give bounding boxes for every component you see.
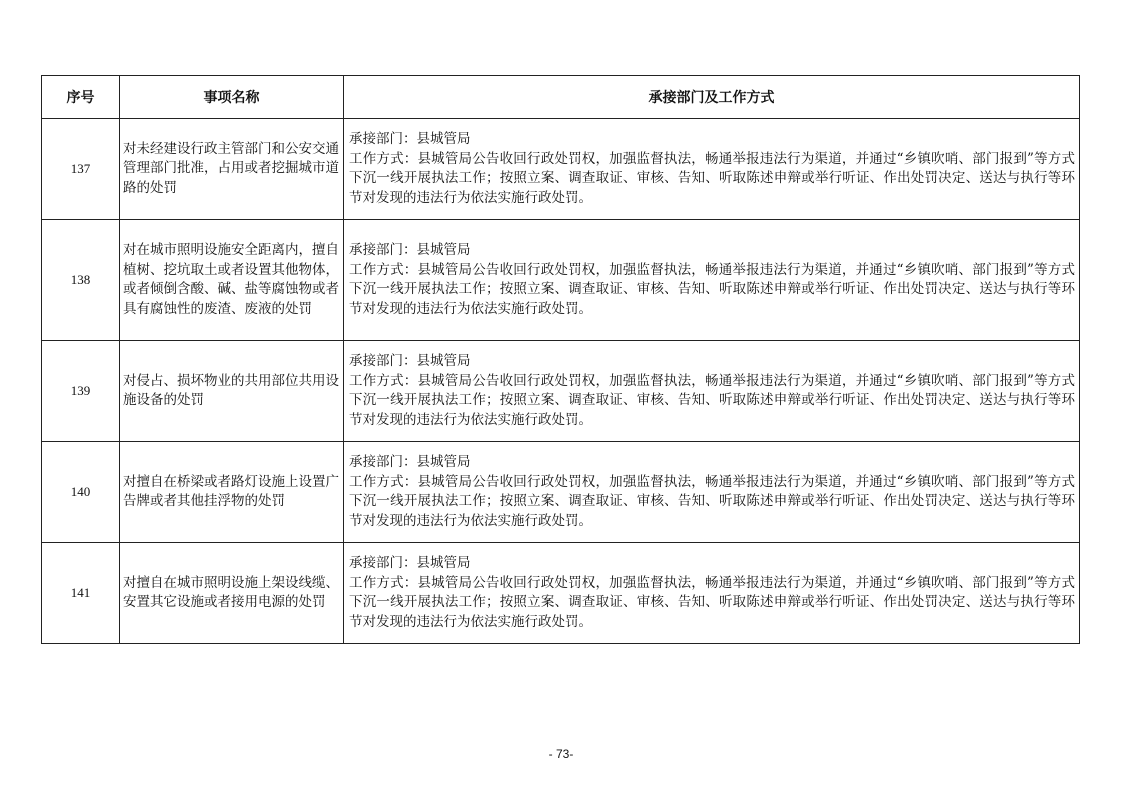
department-text: 承接部门：县城管局: [349, 131, 471, 147]
department-method-cell: [344, 543, 1080, 644]
department-method-cell: [344, 119, 1080, 220]
table-row: [42, 442, 1080, 543]
department-method-cell: [344, 220, 1080, 341]
department-text: 承接部门：县城管局: [349, 555, 471, 571]
header-serial-number: 序号: [42, 76, 120, 119]
header-department-method: 承接部门及工作方式: [344, 76, 1080, 119]
department-text: 承接部门：县城管局: [349, 454, 471, 470]
table-header-row: [42, 76, 1080, 119]
work-method-text: 工作方式：县城管局公告收回行政处罚权，加强监督执法，畅通举报违法行为渠道，并通过“乡镇吹哨、部门报到”等方式下沉一线开展执法工作；按照立案、调查取证、审核、告知、听取陈述申辩或举行听证、作出处罚决定、送达与执行等环节对发现的违法行为依法实施行政处罚。: [349, 150, 1075, 206]
items-table: [41, 75, 1080, 644]
item-name-cell: 对在城市照明设施安全距离内，擅自植树、挖坑取土或者设置其他物体，或者倾倒含酸、碱、盐等腐蚀物或者具有腐蚀性的废渣、废液的处罚: [120, 220, 344, 341]
work-method-text: 工作方式：县城管局公告收回行政处罚权，加强监督执法，畅通举报违法行为渠道，并通过“乡镇吹哨、部门报到”等方式下沉一线开展执法工作；按照立案、调查取证、审核、告知、听取陈述申辩或举行听证、作出处罚决定、送达与执行等环节对发现的违法行为依法实施行政处罚。: [349, 261, 1075, 317]
department-method-cell: [344, 341, 1080, 442]
table-row: [42, 543, 1080, 644]
item-name-cell: 对擅自在桥梁或者路灯设施上设置广告牌或者其他挂浮物的处罚: [120, 442, 344, 543]
department-text: 承接部门：县城管局: [349, 353, 471, 369]
department-method-cell: [344, 442, 1080, 543]
serial-number-cell: 138: [42, 220, 120, 341]
table-row: [42, 220, 1080, 341]
serial-number-cell: 139: [42, 341, 120, 442]
header-item-name: 事项名称: [120, 76, 344, 119]
page-number: - 73-: [548, 747, 574, 761]
item-name-cell: 对擅自在城市照明设施上架设线缆、安置其它设施或者接用电源的处罚: [120, 543, 344, 644]
serial-number-cell: 140: [42, 442, 120, 543]
work-method-text: 工作方式：县城管局公告收回行政处罚权，加强监督执法，畅通举报违法行为渠道，并通过“乡镇吹哨、部门报到”等方式下沉一线开展执法工作；按照立案、调查取证、审核、告知、听取陈述申辩或举行听证、作出处罚决定、送达与执行等环节对发现的违法行为依法实施行政处罚。: [349, 372, 1075, 428]
table-row: [42, 119, 1080, 220]
item-name-cell: 对侵占、损坏物业的共用部位共用设施设备的处罚: [120, 341, 344, 442]
work-method-text: 工作方式：县城管局公告收回行政处罚权，加强监督执法，畅通举报违法行为渠道，并通过“乡镇吹哨、部门报到”等方式下沉一线开展执法工作；按照立案、调查取证、审核、告知、听取陈述申辩或举行听证、作出处罚决定、送达与执行等环节对发现的违法行为依法实施行政处罚。: [349, 574, 1075, 630]
table-row: [42, 341, 1080, 442]
work-method-text: 工作方式：县城管局公告收回行政处罚权，加强监督执法，畅通举报违法行为渠道，并通过“乡镇吹哨、部门报到”等方式下沉一线开展执法工作；按照立案、调查取证、审核、告知、听取陈述申辩或举行听证、作出处罚决定、送达与执行等环节对发现的违法行为依法实施行政处罚。: [349, 473, 1075, 529]
item-name-cell: 对未经建设行政主管部门和公安交通管理部门批准，占用或者挖掘城市道路的处罚: [120, 119, 344, 220]
serial-number-cell: 141: [42, 543, 120, 644]
department-text: 承接部门：县城管局: [349, 242, 471, 258]
serial-number-cell: 137: [42, 119, 120, 220]
